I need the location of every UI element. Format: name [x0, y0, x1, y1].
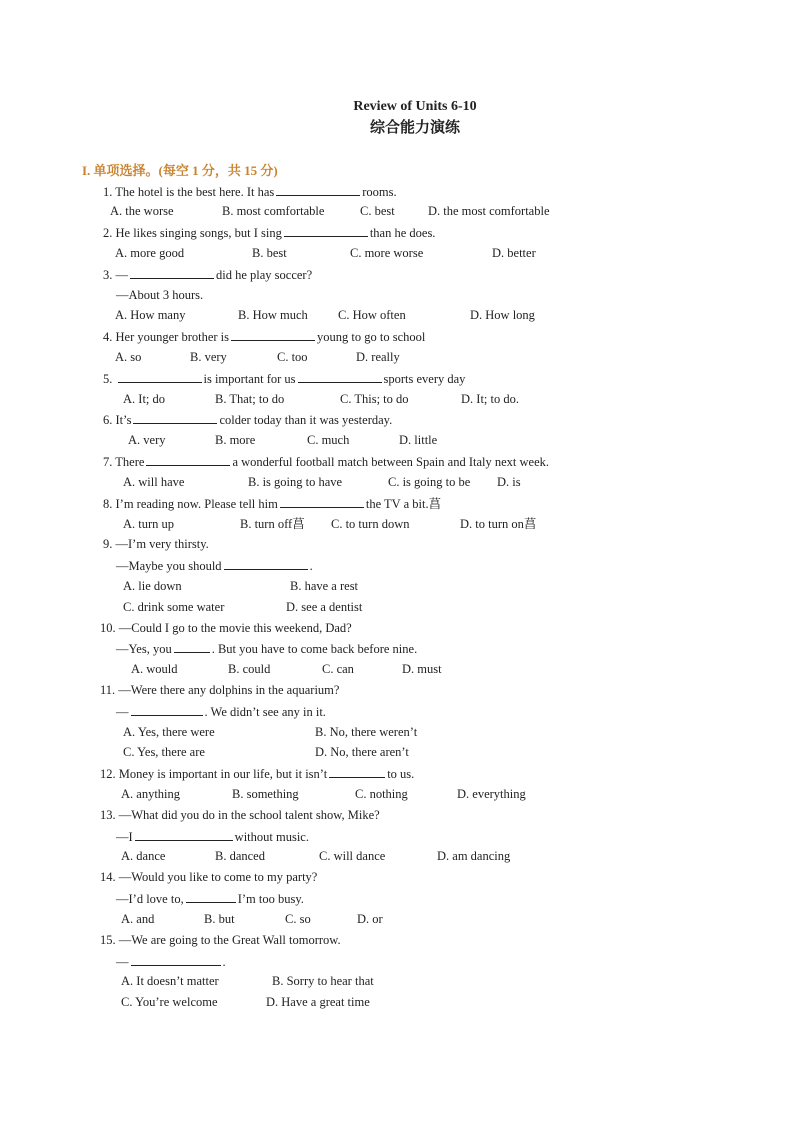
question-number: 11. — [100, 683, 116, 697]
reply-text: —I — [116, 830, 133, 844]
answer-blank[interactable] — [118, 370, 202, 383]
question-stem — [100, 765, 414, 782]
answer-blank[interactable] — [130, 266, 214, 279]
answer-option[interactable]: C. more worse — [350, 246, 424, 260]
answer-option[interactable]: A. lie down — [123, 579, 182, 593]
reply-text: . — [222, 955, 226, 969]
answer-option[interactable]: A. would — [131, 662, 178, 676]
question-number: 13. — [100, 808, 116, 822]
question-reply — [116, 953, 226, 970]
question-stem — [100, 869, 317, 885]
question-number: 15. — [100, 933, 116, 947]
question-number: 4. — [103, 330, 113, 344]
answer-option[interactable]: B. very — [190, 350, 227, 364]
answer-blank[interactable] — [135, 828, 233, 841]
answer-blank[interactable] — [146, 453, 230, 466]
answer-option[interactable]: A. and — [121, 912, 155, 926]
stem-text: to us. — [387, 767, 415, 781]
answer-option[interactable]: C. so — [285, 912, 311, 926]
answer-option[interactable]: A. very — [128, 433, 166, 447]
answer-option[interactable]: D. am dancing — [437, 849, 511, 863]
answer-option[interactable]: B. something — [232, 787, 299, 801]
stem-text: It’s — [115, 413, 132, 427]
stem-text: The hotel is the best here. It has — [115, 185, 275, 199]
reply-text: . — [309, 559, 313, 573]
stem-text: There — [115, 455, 145, 469]
answer-blank[interactable] — [276, 183, 360, 196]
answer-option[interactable]: C. You’re welcome — [121, 995, 218, 1009]
question-reply — [116, 828, 309, 845]
question-stem — [103, 370, 465, 387]
question-stem — [103, 411, 392, 428]
answer-option[interactable]: D. must — [402, 662, 442, 676]
answer-option[interactable]: D. see a dentist — [286, 600, 363, 614]
answer-option[interactable]: C. drink some water — [123, 600, 225, 614]
answer-option[interactable]: D. How long — [470, 308, 535, 322]
answer-option[interactable]: C. Yes, there are — [123, 745, 205, 759]
answer-option[interactable]: C. can — [322, 662, 354, 676]
answer-option[interactable]: B. That; to do — [215, 392, 285, 406]
stem-text: colder today than it was yesterday. — [219, 413, 393, 427]
question-stem — [103, 328, 425, 345]
answer-option[interactable]: C. best — [360, 204, 395, 218]
answer-option[interactable]: A. anything — [121, 787, 181, 801]
answer-option[interactable]: A. dance — [121, 849, 166, 863]
worksheet-title: Review of Units 6-10 — [353, 99, 477, 114]
answer-option[interactable]: B. have a rest — [290, 579, 359, 593]
stem-text: —Would you like to come to my party? — [118, 870, 318, 884]
question-stem — [103, 266, 312, 283]
answer-option[interactable]: B. is going to have — [248, 475, 343, 489]
reply-text: —I’d love to, — [116, 892, 184, 906]
question-number: 12. — [100, 767, 116, 781]
answer-option[interactable]: B. danced — [215, 849, 265, 863]
stem-text: a wonderful football match between Spain and Italy next week. — [232, 455, 549, 469]
stem-text: Money is important in our life, but it isn’t — [118, 767, 328, 781]
question-stem — [103, 536, 209, 552]
answer-option[interactable]: D. Have a great time — [266, 995, 370, 1009]
answer-option[interactable]: B. could — [228, 662, 271, 676]
answer-option[interactable]: D. to turn on菖 — [460, 517, 537, 531]
reply-text: . We didn’t see any in it. — [204, 705, 326, 719]
answer-blank[interactable] — [284, 224, 368, 237]
question-number: 8. — [103, 497, 113, 511]
answer-option[interactable]: B. No, there weren’t — [315, 725, 418, 739]
answer-blank[interactable] — [329, 765, 385, 778]
answer-option[interactable]: C. to turn down — [331, 517, 410, 531]
question-number: 7. — [103, 455, 113, 469]
stem-text: He likes singing songs, but I sing — [115, 226, 282, 240]
question-number: 14. — [100, 870, 116, 884]
stem-text: young to go to school — [317, 330, 426, 344]
answer-blank[interactable] — [231, 328, 315, 341]
worksheet-subtitle: 综合能力演练 — [369, 120, 460, 136]
question-number: 9. — [103, 537, 113, 551]
stem-text: the TV a bit.菖 — [365, 497, 442, 511]
answer-option[interactable]: C. This; to do — [340, 392, 409, 406]
answer-option[interactable]: A. will have — [123, 475, 185, 489]
answer-option[interactable]: A. turn up — [123, 517, 175, 531]
answer-blank[interactable] — [224, 557, 308, 570]
question-stem — [100, 682, 339, 698]
answer-blank[interactable] — [174, 640, 210, 653]
answer-option[interactable]: B. turn off菖 — [240, 517, 305, 531]
stem-text: is important for us — [203, 372, 296, 386]
stem-text: —We are going to the Great Wall tomorrow. — [118, 933, 341, 947]
answer-option[interactable]: C. will dance — [319, 849, 386, 863]
answer-option[interactable]: A. How many — [115, 308, 186, 322]
question-number: 3. — [103, 268, 113, 282]
answer-option[interactable]: B. best — [252, 246, 287, 260]
reply-text: —Maybe you should — [116, 559, 222, 573]
answer-option[interactable]: B. but — [204, 912, 235, 926]
question-reply — [116, 703, 326, 720]
stem-text: sports every day — [383, 372, 466, 386]
answer-option[interactable]: B. How much — [238, 308, 308, 322]
answer-option[interactable]: A. It; do — [123, 392, 166, 406]
answer-option[interactable]: A. It doesn’t matter — [121, 974, 219, 988]
answer-option[interactable]: D. really — [356, 350, 400, 364]
reply-text: — — [116, 955, 129, 969]
question-reply — [116, 557, 313, 574]
answer-option[interactable]: D. No, there aren’t — [315, 745, 409, 759]
question-stem — [103, 453, 549, 470]
answer-option[interactable]: B. most comfortable — [222, 204, 325, 218]
answer-option[interactable]: D. is — [497, 475, 521, 489]
answer-blank[interactable] — [131, 703, 203, 716]
stem-text: — — [115, 268, 128, 282]
answer-option[interactable]: A. the worse — [110, 204, 174, 218]
answer-option[interactable]: A. more good — [115, 246, 185, 260]
answer-blank[interactable] — [298, 370, 382, 383]
stem-text: I’m reading now. Please tell him — [115, 497, 278, 511]
answer-option[interactable]: D. better — [492, 246, 536, 260]
question-number: 10. — [100, 621, 116, 635]
stem-text: Her younger brother is — [115, 330, 230, 344]
answer-option[interactable]: A. Yes, there were — [123, 725, 215, 739]
reply-text: —About 3 hours. — [116, 288, 204, 302]
question-stem — [100, 807, 380, 823]
answer-blank[interactable] — [186, 890, 236, 903]
stem-text: rooms. — [362, 185, 397, 199]
reply-text: — — [116, 705, 129, 719]
answer-option[interactable]: C. nothing — [355, 787, 408, 801]
answer-blank[interactable] — [131, 953, 221, 966]
answer-option[interactable]: D. the most comfortable — [428, 204, 550, 218]
answer-option[interactable]: B. more — [215, 433, 256, 447]
stem-text: did he play soccer? — [216, 268, 313, 282]
answer-option[interactable]: C. much — [307, 433, 350, 447]
question-reply — [116, 640, 417, 657]
answer-option[interactable]: A. so — [115, 350, 142, 364]
answer-option[interactable]: D. It; to do. — [461, 392, 519, 406]
question-stem — [103, 183, 397, 200]
answer-option[interactable]: D. or — [357, 912, 383, 926]
reply-text: I’m too busy. — [237, 892, 304, 906]
question-number: 2. — [103, 226, 113, 240]
stem-text: —Were there any dolphins in the aquarium? — [118, 683, 340, 697]
question-stem — [103, 495, 441, 512]
question-number: 5. — [103, 372, 113, 386]
answer-blank[interactable] — [133, 411, 217, 424]
section-heading: I. 单项选择。(每空 1 分，共 15 分) — [82, 163, 278, 178]
question-stem — [100, 932, 341, 948]
answer-option[interactable]: D. little — [399, 433, 438, 447]
stem-text: —Could I go to the movie this weekend, Dad? — [118, 621, 352, 635]
stem-text: —What did you do in the school talent show, Mike? — [118, 808, 380, 822]
answer-option[interactable]: B. Sorry to hear that — [272, 974, 374, 988]
question-stem — [103, 224, 435, 241]
question-number: 6. — [103, 413, 113, 427]
question-stem — [100, 620, 352, 636]
stem-text: than he does. — [369, 226, 436, 240]
reply-text: —Yes, you — [116, 642, 172, 656]
answer-option[interactable]: C. How often — [338, 308, 406, 322]
reply-text: . But you have to come back before nine. — [211, 642, 418, 656]
answer-blank[interactable] — [280, 495, 364, 508]
question-reply — [116, 287, 203, 303]
reply-text: without music. — [234, 830, 309, 844]
answer-option[interactable]: C. too — [277, 350, 308, 364]
answer-option[interactable]: C. is going to be — [388, 475, 471, 489]
question-number: 1. — [103, 185, 113, 199]
answer-option[interactable]: D. everything — [457, 787, 526, 801]
stem-text: —I’m very thirsty. — [115, 537, 209, 551]
question-reply — [116, 890, 304, 907]
